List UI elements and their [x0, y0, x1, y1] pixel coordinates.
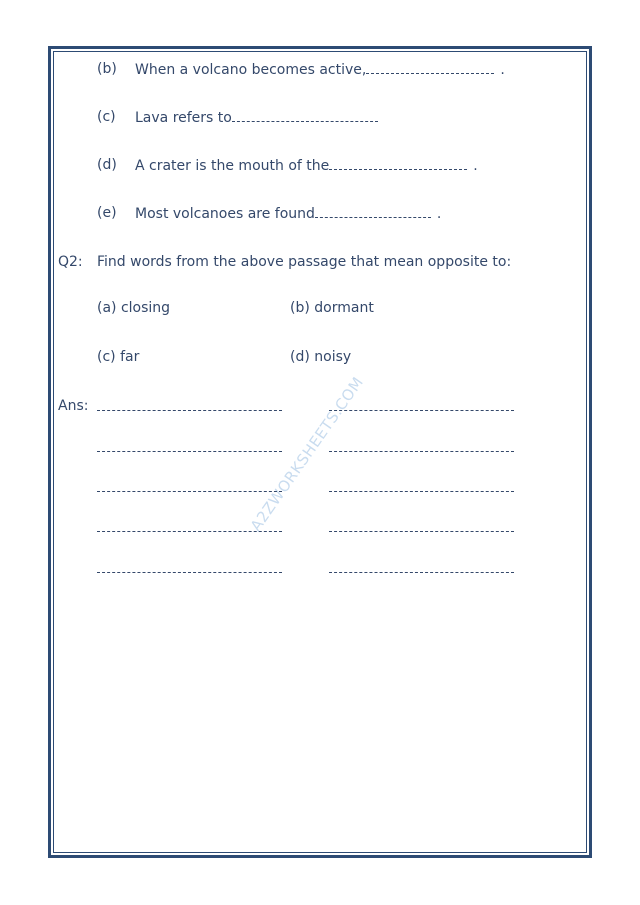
question-text: When a volcano becomes active, [135, 62, 367, 78]
option-d: (d) noisy [290, 349, 352, 365]
question-prompt: Find words from the above passage that mean opposite to: [97, 254, 512, 270]
option-c: (c) far [97, 349, 140, 365]
answer-blank[interactable] [329, 155, 467, 170]
option-b: (b) dormant [290, 300, 374, 316]
question-text: Lava refers to [135, 110, 232, 126]
answer-line[interactable] [329, 491, 514, 492]
answer-line[interactable] [329, 572, 514, 573]
question-text: Most volcanoes are found [135, 206, 315, 222]
question-text: A crater is the mouth of the [135, 158, 330, 174]
answer-blank[interactable] [366, 59, 494, 74]
question-label: (c) [97, 109, 116, 125]
answer-line[interactable] [97, 451, 282, 452]
answer-blank[interactable] [232, 107, 378, 122]
answer-line[interactable] [97, 531, 282, 532]
question-label: (d) [97, 157, 117, 173]
watermark: A2ZWORKSHEETS.COM [246, 373, 368, 535]
answer-line[interactable] [97, 572, 282, 573]
answer-line[interactable] [329, 410, 514, 411]
answer-line[interactable] [329, 531, 514, 532]
question-label: (b) [97, 61, 117, 77]
question-label: (e) [97, 205, 117, 221]
question-suffix: . [500, 62, 505, 78]
answer-line[interactable] [329, 451, 514, 452]
option-a: (a) closing [97, 300, 171, 316]
question-number: Q2: [58, 254, 83, 270]
answer-blank[interactable] [315, 203, 431, 218]
answer-label: Ans: [58, 398, 89, 414]
answer-line[interactable] [97, 491, 282, 492]
question-suffix: . [473, 158, 478, 174]
question-suffix: . [436, 206, 442, 222]
answer-line[interactable] [97, 410, 282, 411]
